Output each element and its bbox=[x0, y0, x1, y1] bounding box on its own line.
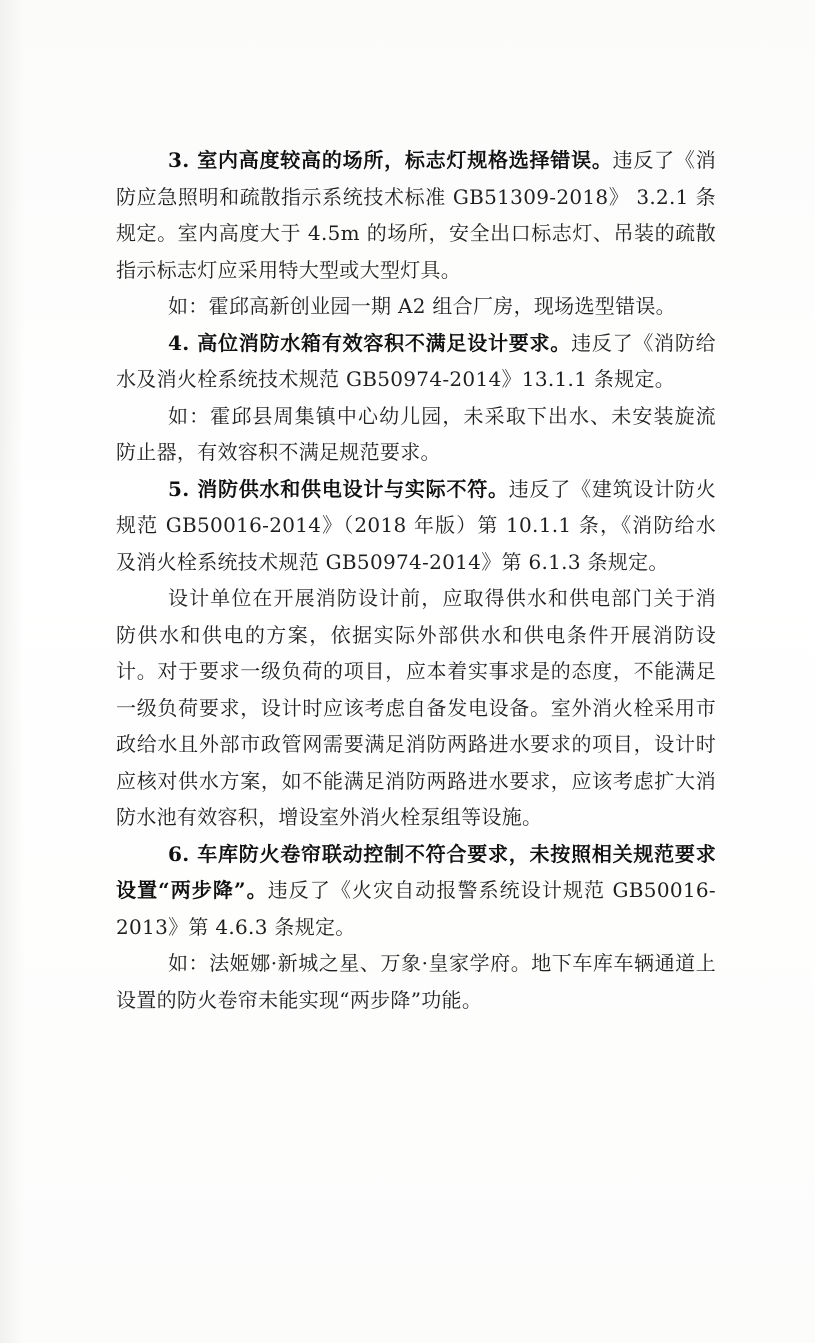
paragraph-design-note bbox=[116, 580, 716, 836]
paragraph-example-3 bbox=[116, 288, 716, 325]
item-5-heading: 5. 消防供水和供电设计与实际不符。 bbox=[168, 476, 509, 501]
paragraph-item-6 bbox=[116, 836, 716, 946]
example-3-text: 如：霍邱高新创业园一期 A2 组合厂房，现场选型错误。 bbox=[168, 294, 676, 318]
example-4-text: 如：霍邱县周集镇中心幼儿园，未采取下出水、未安装旋流防止器，有效容积不满足规范要求。 bbox=[116, 403, 716, 464]
paragraph-example-6 bbox=[116, 945, 716, 1018]
scan-edge-shadow bbox=[0, 0, 24, 1343]
paragraph-example-4 bbox=[116, 398, 716, 471]
paragraph-item-5 bbox=[116, 471, 716, 581]
item-6-text: 违反了《火灾自动报警系统设计规范 GB50016-2013》第 4.6.3 条规定。 bbox=[116, 878, 716, 939]
design-note-text: 设计单位在开展消防设计前，应取得供水和供电部门关于消防供水和供电的方案，依据实际外部供水和供电条件开展消防设计。对于要求一级负荷的项目，应本着实事求是的态度，不能满足一级负荷要求，设计时应该考虑自备发电设备。室外消火栓采用市政给水且外部市政管网需要满足消防两路进水要求的项目，设计时应核对供水方案，如不能满足消防两路进水要求，应该考虑扩大消防水池有效容积，增设室外消火栓泵组等设施。 bbox=[116, 586, 716, 829]
paragraph-item-4 bbox=[116, 325, 716, 398]
item-6-heading: 6. 车库防火卷帘联动控制不符合要求，未按照相关规范要求设置“两步降”。 bbox=[116, 841, 716, 902]
item-5-text: 违反了《建筑设计防火规范 GB50016-2014》（2018 年版）第 10.1.1 条，《消防给水及消火栓系统技术规范 GB50974-2014》第 6.1.3 条规定。 bbox=[116, 476, 716, 574]
item-4-heading: 4. 高位消防水箱有效容积不满足设计要求。 bbox=[168, 330, 572, 355]
paragraph-item-3 bbox=[116, 142, 716, 288]
example-6-text: 如：法姬娜·新城之星、万象·皇家学府。地下车库车辆通道上设置的防火卷帘未能实现“两步降”功能。 bbox=[116, 951, 716, 1012]
item-3-text: 违反了《消防应急照明和疏散指示系统技术标准 GB51309-2018》 3.2.1 条规定。室内高度大于 4.5m 的场所，安全出口标志灯、吊装的疏散指示标志灯应采用特大型或大型灯具。 bbox=[116, 148, 717, 282]
document-body bbox=[116, 142, 716, 1018]
item-4-text: 违反了《消防给水及消火栓系统技术规范 GB50974-2014》13.1.1 条规定。 bbox=[116, 330, 716, 391]
item-3-heading: 3. 室内高度较高的场所，标志灯规格选择错误。 bbox=[168, 148, 613, 172]
